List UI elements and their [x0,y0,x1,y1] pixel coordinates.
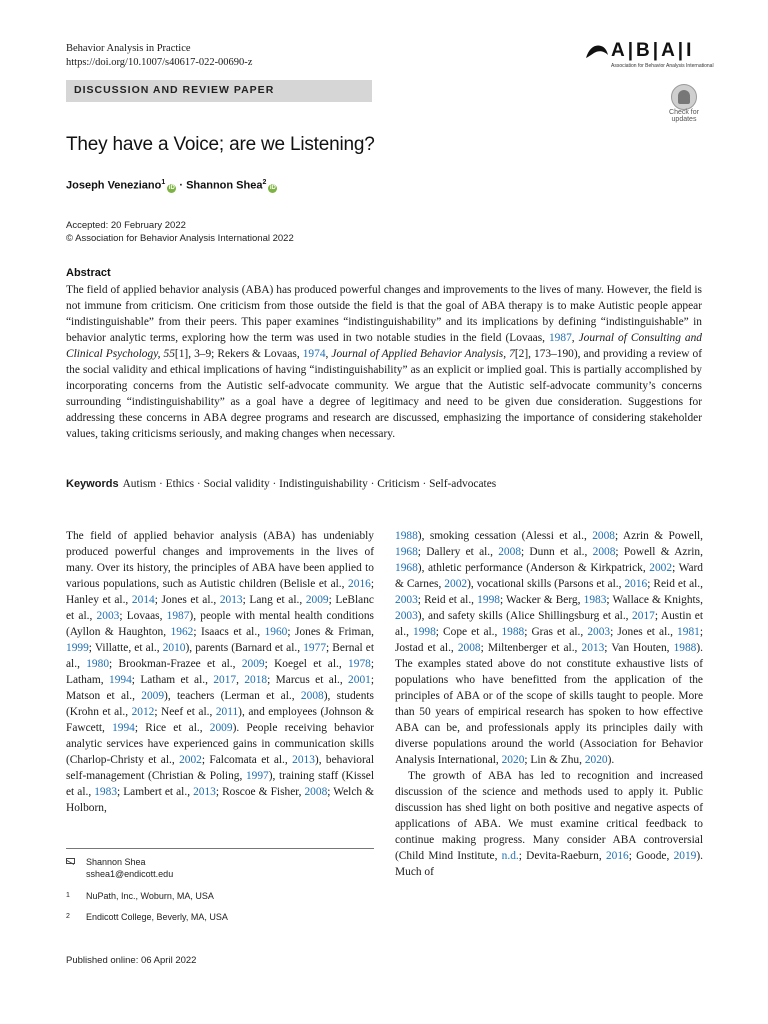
journal-name: Behavior Analysis in Practice [66,43,191,54]
citation-link[interactable]: 2013 [581,642,605,655]
body-text: ; Austin et al., [395,610,703,639]
citation-link[interactable]: 2016 [624,578,648,591]
affiliation-number: 1 [66,892,70,899]
citation-link[interactable]: 2008 [304,786,328,799]
body-text: ; Isaacs et al., [193,626,265,639]
abstract-heading: Abstract [66,267,111,279]
citation-link[interactable]: 2017 [213,674,237,687]
citation-link[interactable]: 2020 [584,754,608,767]
abai-logo [585,40,714,80]
citation-link[interactable]: 2003 [395,594,418,607]
citation-link[interactable]: 2008 [300,690,324,703]
body-text: ; Dunn et al., [521,546,593,559]
body-text: ; Jones & Friman, [287,626,374,639]
body-paragraph [395,528,703,768]
body-column-left [66,528,374,816]
body-text: ; Cope et al., [435,626,502,639]
body-text: ; Rice et al., [134,722,210,735]
bookmark-icon [671,84,697,110]
citation-link[interactable]: 2002 [649,562,673,575]
citation-link[interactable]: 1988 [501,626,525,639]
citation-link[interactable]: 2018 [244,674,268,687]
body-text: ; Azrin & Powell, [614,530,703,542]
citation-link[interactable]: 1988 [395,530,418,542]
citation-link[interactable]: 2003 [96,610,120,623]
citation-link[interactable]: 2020 [501,754,525,767]
body-text: ; Jostad et al., [395,626,703,655]
citation-link[interactable]: 2008 [592,546,616,559]
contact-name: Shannon Shea [86,857,146,867]
body-text: ; Welch & Holborn, [66,786,374,815]
orcid-icon[interactable]: iD [168,184,175,191]
affiliation-text: Endicott College, Beverly, MA, USA [86,912,228,922]
citation-link[interactable]: 1994 [112,722,135,735]
body-text: ; Lang et al., [242,594,306,607]
body-text: ; Dallery et al., [417,546,499,559]
body-text: ; Reid et al., [647,578,703,591]
citation-link[interactable]: 2014 [131,594,155,607]
logo-letters: A|B|A|I [611,40,695,61]
body-paragraph [395,768,703,880]
citation-link[interactable]: 2019 [673,850,697,863]
affiliation-1 [66,890,228,902]
body-text: ), and employees (Johnson & Fawcett, [66,706,374,735]
footnote-rule [66,848,374,849]
citation-link[interactable]: 1978 [348,658,371,671]
body-text: ; Ward & Carnes, [395,562,703,591]
citation-link[interactable]: 2013 [292,754,315,767]
citation-link[interactable]: 1977 [303,642,327,655]
body-text: ; Roscoe & Fisher, [215,786,305,799]
citation-link[interactable]: 1983 [583,594,607,607]
body-text: ; LeBlanc et al., [66,594,374,623]
body-text: ), people with mental health conditions (Ayllon & Haughton, [66,610,374,639]
citation-link[interactable]: 2009 [209,722,233,735]
citation-link[interactable]: 1960 [264,626,288,639]
body-text: The growth of ABA has led to recognition and increased discussion of the science and methods used to apply it. Public discussion has shed light on both positive and negative aspects of applications of ABA. We must examine critical feedback to continue making progress. Many consider ABA controversial (Child Mind Institute, [395,770,703,863]
body-text: ; Gras et al., [524,626,588,639]
citation-link[interactable]: 1994 [109,674,132,687]
citation-link[interactable]: 1987 [166,610,190,623]
citation-link[interactable]: 2003 [587,626,611,639]
body-text: ; Bernal et al., [66,642,375,671]
body-text: ; Jones et al., [610,626,678,639]
citation-link[interactable]: 2008 [498,546,522,559]
citation-link[interactable]: 2009 [241,658,265,671]
body-text: ), teachers (Lerman et al., [164,690,301,703]
body-text: ), training staff (Kissel et al., [66,770,375,799]
citation-link[interactable]: 1998 [477,594,500,607]
body-text: ; Brookman-Frazee et al., [109,658,242,671]
author-line [66,179,277,193]
citation-link[interactable]: 2013 [193,786,216,799]
citation-link[interactable]: 2003 [395,610,418,623]
citation-link[interactable]: 1999 [66,642,89,655]
body-text: , [236,674,245,687]
citation-link[interactable]: 2012 [131,706,155,719]
abstract-text: The field of applied behavior analysis (ABA) has produced powerful changes and improvements to the lives of many. However, the field is not immune from criticism. One criticism from those outside the field is that the goal of ABA therapy is to make Autistic people appear “indistinguishable” from their peers. This paper examines “indistinguishability” and its implications by defining “indistinguishable” in behavior analytic terms, exploring how the term was used in two notable studies in the field (Lovaas, 1987, Journal of Consulting and Clinical Psychology, 55[1], 3–9; Rekers & Lovaas, 1974, Journal of Applied Behavior Analysis, 7[2], 173–190), and providing a review of the social validity and ethical implications of having “indistinguishability” as an explicit or implied goal. This is partially accomplished by incorporating concerns from the Autistic self-advocate community. We argue that the Autistic self-advocate community’s concerns surrounding “indistinguishability” as a goal have a degree of legitimacy and need to be given due consideration. Suggestions for addressing these concerns in ABA degree programs and research are discussed, emphasizing the importance of considering stakeholder values, taking criticisms seriously, and making changes when necessary. [66,284,703,440]
body-text: ), and safety skills (Alice Shillingsburg et al., [417,610,633,623]
published-date: Published online: 06 April 2022 [66,955,197,966]
citation-link[interactable]: 1968 [395,562,418,575]
body-text: ; Reid et al., [417,594,478,607]
keywords-list: Autism · Ethics · Social validity · Indistinguishability · Criticism · Self-advocates [122,478,497,490]
body-text: ; Koegel et al., [264,658,349,671]
orcid-icon[interactable]: iD [269,184,276,191]
doi-link[interactable]: https://doi.org/10.1007/s40617-022-00690-z [66,57,253,68]
body-text: ), students (Krohn et al., [66,690,374,719]
body-text: ; Neef et al., [154,706,216,719]
section-banner [66,80,372,102]
citation-link[interactable]: 2013 [219,594,243,607]
check-line-2: updates [671,116,697,123]
citation-link[interactable]: 1981 [677,626,700,639]
author-2-affil: 2 [262,179,267,186]
citation-link[interactable]: 1968 [395,546,418,559]
body-column-right [395,528,703,880]
citation-link[interactable]: 2010 [162,642,186,655]
body-text: ; Wacker & Berg, [499,594,584,607]
logo-subtitle: Association for Behavior Analysis International [611,63,714,69]
journal-header [66,42,252,70]
body-text: ; Hanley et al., [66,578,374,607]
citation-link[interactable]: 1987 [548,332,572,344]
abai-swoosh-icon [585,42,609,60]
body-text: ; Marcus et al., [267,674,349,687]
body-text: ; Latham et al., [131,674,214,687]
body-text: ; Falcomata et al., [201,754,293,767]
body-text: ), parents (Barnard et al., [185,642,304,655]
body-text: ), vocational skills (Parsons et al., [467,578,625,591]
publication-dates [66,219,294,245]
body-text: ), behavioral self-management (Christian & Poling, [66,754,374,783]
body-text: ; Van Houten, [604,642,674,655]
citation-link[interactable]: 2016 [348,578,371,591]
paper-title: They have a Voice; are we Listening? [66,134,375,155]
contact-footnote [66,856,228,880]
author-1-affil: 1 [161,179,166,186]
citation-link[interactable]: 2002 [179,754,202,767]
body-text: ). The examples stated above do not constitute exhaustive lists of populations who have benefitted from the application of the principles of ABA or of the scope of skills taught to people. More than 50 years of empirical research has spoken to how effective ABA can be, and professionals apply its principles daily with diverse populations around the world (Association for Behavior Analysis International, [395,642,703,767]
body-text: ; Goode, [628,850,674,863]
copyright-line: © Association for Behavior Analysis International 2022 [66,233,294,244]
body-text: ; Devita-Raeburn, [518,850,606,863]
check-line-1: Check for [669,109,699,116]
citation-link[interactable]: n.d. [501,850,519,863]
check-for-updates-button[interactable] [664,84,704,124]
body-text: ). [607,754,615,767]
body-text: ), athletic performance (Anderson & Kirkpatrick, [417,562,650,575]
body-text: ; Wallace & Knights, [606,594,703,607]
keywords-line [66,478,496,490]
body-text: ; Powell & Azrin, [615,546,703,559]
affiliation-2 [66,911,228,923]
footnotes [66,856,228,923]
keywords-label: Keywords [66,478,119,490]
body-text: The field of applied behavior analysis (ABA) has undeniably produced powerful changes and improvements in the lives of many. Over its history, the principles of ABA have been applied to various populations, such as Autistic children (Belisle et al., [66,530,374,591]
citation-link[interactable]: 1998 [413,626,436,639]
body-text: ; Villatte, et al., [88,642,163,655]
citation-link[interactable]: 2017 [632,610,655,623]
citation-link[interactable]: 2008 [457,642,481,655]
body-text: ; Lambert et al., [117,786,194,799]
citation-link[interactable]: 2016 [605,850,629,863]
author-2[interactable]: Shannon Shea [186,179,263,192]
citation-link[interactable]: 1997 [245,770,269,783]
citation-link[interactable]: 2009 [141,690,165,703]
body-text: ), smoking cessation (Alessi et al., [417,530,593,542]
body-text: ). Much of [395,850,703,879]
author-separator: · [176,179,187,192]
citation-link[interactable]: 1983 [94,786,118,799]
citation-link[interactable]: 2009 [305,594,329,607]
author-1[interactable]: Joseph Veneziano [66,179,162,192]
envelope-icon [66,858,75,864]
citation-link[interactable]: 1962 [170,626,194,639]
citation-link[interactable]: 1988 [673,642,697,655]
citation-link[interactable]: 2001 [348,674,371,687]
citation-link[interactable]: 2008 [592,530,615,542]
citation-link[interactable]: 1980 [86,658,110,671]
body-text: ; Lin & Zhu, [524,754,585,767]
body-text: ; Latham, [66,658,374,687]
citation-link[interactable]: 2011 [215,706,239,719]
body-text: ; Lovaas, [119,610,167,623]
citation-link[interactable]: 2002 [444,578,468,591]
accepted-date: Accepted: 20 February 2022 [66,220,186,231]
section-label: DISCUSSION AND REVIEW PAPER [74,84,275,96]
body-text: ; Miltenberger et al., [480,642,582,655]
body-text: ). People receiving behavior analytic services have experienced gains in communication skills (Charlop-Christy et al., [66,722,374,767]
body-text: ; Jones et al., [154,594,220,607]
affiliation-text: NuPath, Inc., Woburn, MA, USA [86,891,214,901]
contact-email[interactable]: sshea1@endicott.edu [86,869,174,879]
body-text: ; Matson et al., [66,674,374,703]
affiliation-number: 2 [66,913,70,920]
citation-link[interactable]: 1974 [302,348,326,360]
